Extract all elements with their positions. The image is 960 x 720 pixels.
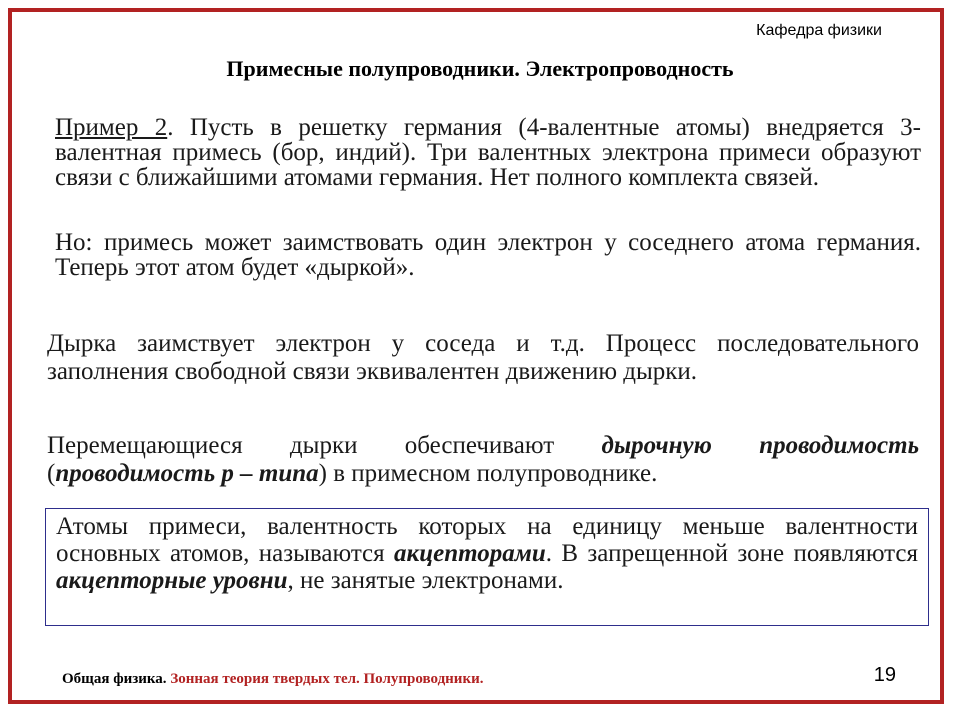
footer-course: Общая физика.: [62, 671, 167, 687]
example-label: Пример 2: [55, 114, 168, 141]
text-segment: (: [47, 460, 56, 487]
text-segment: Атомы примеси, валентность которых на единицу меньше валентности основных атомов, называются: [56, 513, 918, 567]
text-segment: , не занятые электронами.: [287, 567, 564, 594]
example-text: . Пусть в решетку германия (4-валентные атомы) внедряется 3-валентная примесь (бор, индий). Три валентных электрона примеси образуют связи с ближайшими атомами германия. Нет полного комплекта связей.: [55, 114, 921, 191]
definition-box: [45, 508, 929, 626]
term-acceptors: акцепторами: [394, 540, 546, 567]
definition-text: [56, 513, 918, 594]
paragraph-hole-conductivity: [47, 432, 919, 488]
footer-topic: Зонная теория твердых тел. Полупроводники.: [170, 671, 484, 687]
slide-title: Примесные полупроводники. Электропроводность: [226, 56, 734, 81]
text-segment: Перемещающиеся дырки обеспечивают: [47, 432, 602, 459]
footer: [62, 671, 484, 688]
department-label: Кафедра физики: [756, 22, 882, 39]
paragraph-hole-motion: Дырка заимствует электрон у соседа и т.д. Процесс последовательного заполнения свободной связи эквивалентен движению дырки.: [47, 330, 919, 385]
paragraph-example: [55, 115, 921, 190]
text-segment: ) в примесном полупроводнике.: [318, 460, 658, 487]
page-number: 19: [873, 664, 896, 686]
term-hole-conductivity: дырочную проводимость: [601, 432, 920, 459]
term-p-type: проводимость p – типа: [55, 460, 319, 487]
term-acceptor-levels: акцепторные уровни: [56, 567, 288, 594]
paragraph-borrow: Но: примесь может заимствовать один электрон у соседнего атома германия. Теперь этот атом будет «дыркой».: [55, 229, 921, 281]
text-segment: . В запрещенной зоне появляются: [545, 540, 918, 567]
